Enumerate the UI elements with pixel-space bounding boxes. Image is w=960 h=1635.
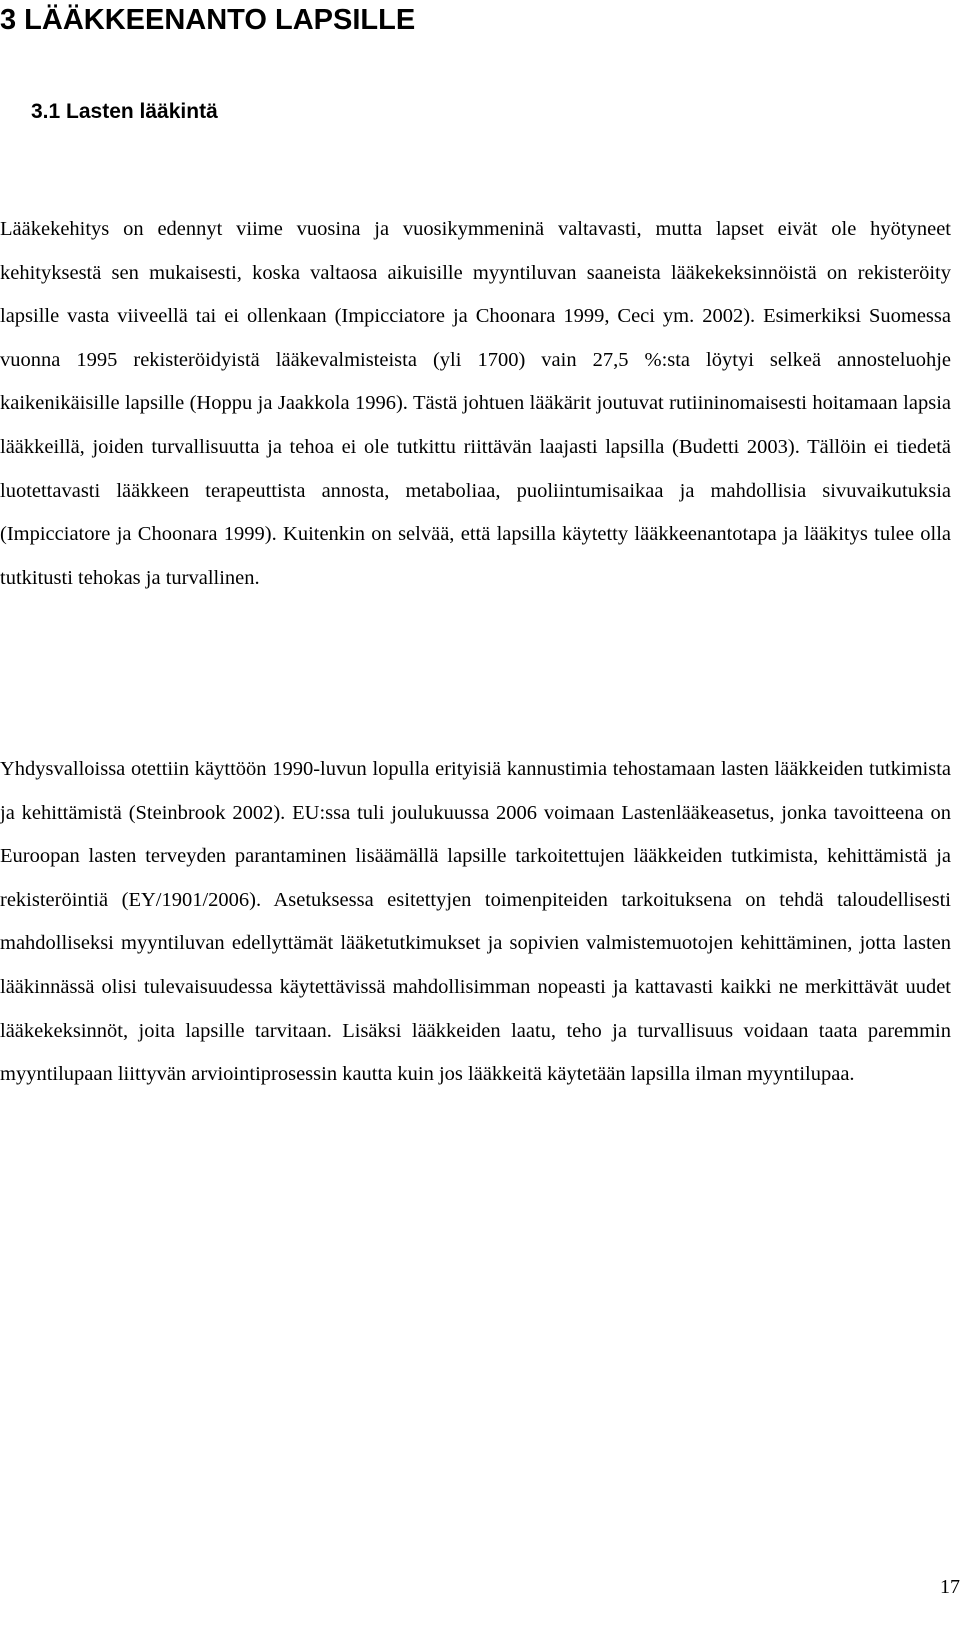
chapter-title: 3 LÄÄKKEENANTO LAPSILLE bbox=[0, 4, 416, 36]
page-number: 17 bbox=[940, 1576, 960, 1598]
body-paragraph: Yhdysvalloissa otettiin käyttöön 1990-luvun lopulla erityisiä kannustimia tehostamaan lasten lääkkeiden tutkimista ja kehittämistä (Steinbrook 2002). EU:ssa tuli joulukuussa 2006 voimaan Lastenlääkeasetus, jonka tavoitteena on Euroopan lasten terveyden parantaminen lisäämällä lapsille tarkoitettujen lääkkeiden tutkimista, kehittämistä ja rekisteröintiä (EY/1901/2006). Asetuksessa esitettyjen toimenpiteiden tarkoituksena on tehdä taloudellisesti mahdolliseksi myyntiluvan edellyttämät lääketutkimukset ja sopivien valmistemuotojen kehittäminen, jotta lasten lääkinnässä olisi tulevaisuudessa käytettävissä mahdollisimman nopeasti ja kattavasti kaikki ne merkittävät uudet lääkekeksinnöt, joita lapsille tarvitaan. Lisäksi lääkkeiden laatu, teho ja turvallisuus voidaan taata paremmin myyntilupaan liittyvän arviointiprosessin kautta kuin jos lääkkeitä käytetään lapsilla ilman myyntilupaa. bbox=[0, 758, 951, 1086]
body-paragraph: Lääkekehitys on edennyt viime vuosina ja vuosikymmeninä valtavasti, mutta lapset eivät ole hyötyneet kehityksestä sen mukaisesti, koska valtaosa aikuisille myyntiluvan saaneista lääkekeksinnöistä on rekisteröity lapsille vasta viiveellä tai ei ollenkaan (Impicciatore ja Choonara 1999, Ceci ym. 2002). Esimerkiksi Suomessa vuonna 1995 rekisteröidyistä lääkevalmisteista (yli 1700) vain 27,5 %:sta löytyi selkeä annosteluohje kaikenikäisille lapsille (Hoppu ja Jaakkola 1996). Tästä johtuen lääkärit joutuvat rutiininomaisesti hoitamaan lapsia lääkkeillä, joiden turvallisuutta ja tehoa ei ole tutkittu riittävän laajasti lapsilla (Budetti 2003). Tällöin ei tiedetä luotettavasti lääkkeen terapeuttista annosta, metaboliaa, puoliintumisaikaa ja mahdollisia sivuvaikutuksia (Impicciatore ja Choonara 1999). Kuitenkin on selvää, että lapsilla käytetty lääkkeenantotapa ja lääkitys tulee olla tutkitusti tehokas ja turvallinen. bbox=[0, 218, 951, 589]
section-title: 3.1 Lasten lääkintä bbox=[31, 100, 218, 123]
